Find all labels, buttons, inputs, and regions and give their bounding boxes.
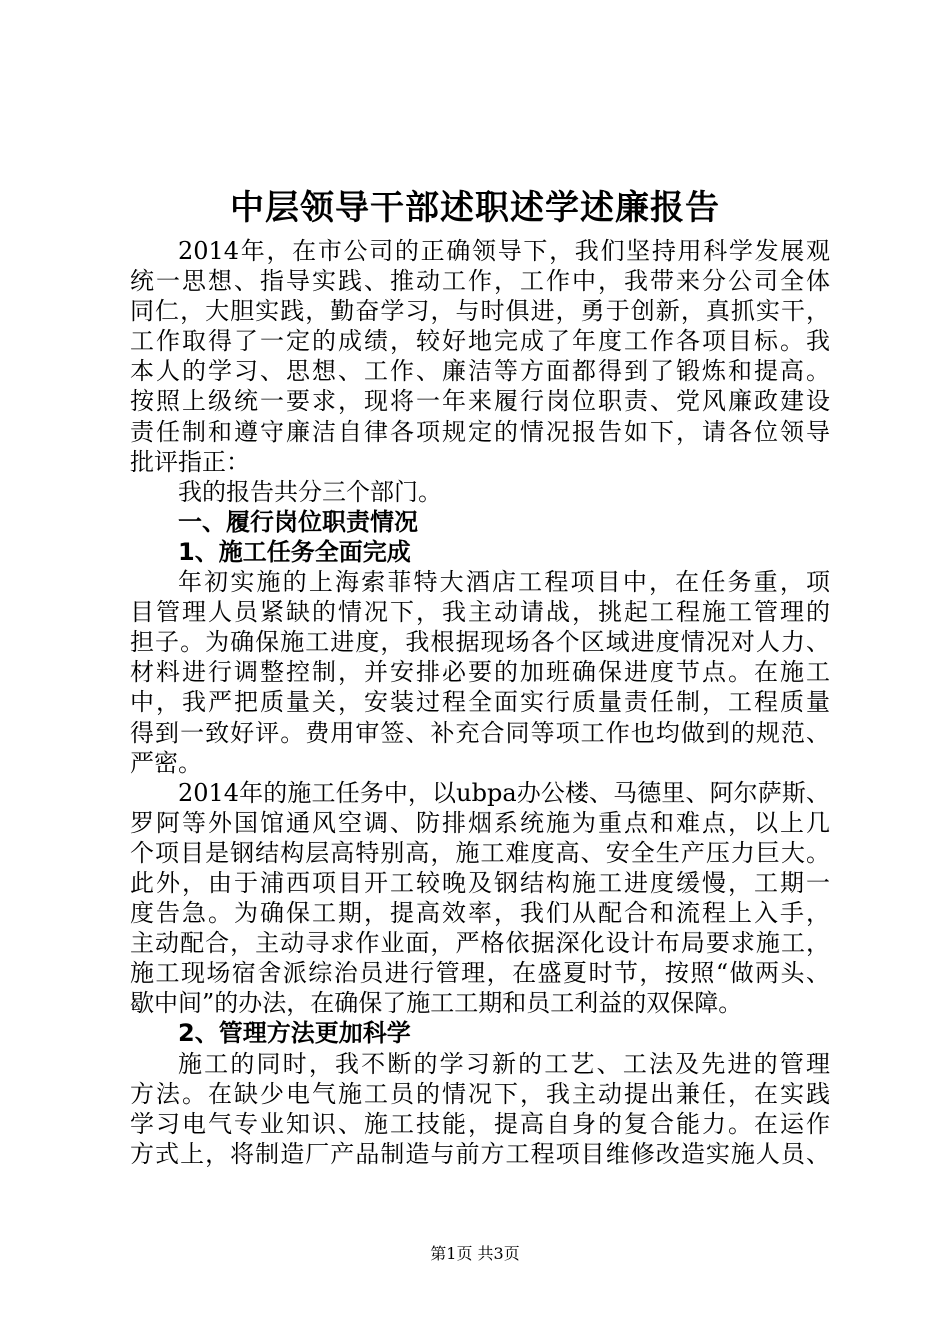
paragraph-line: 2014年的施工任务中，以ubpa办公楼、马德里、阿尔萨斯、 — [178, 778, 830, 807]
paragraph-line: 方法。在缺少电气施工员的情况下，我主动提出兼任，在实践 — [130, 1079, 830, 1108]
paragraph-line: 施工现场宿舍派综治员进行管理，在盛夏时节，按照“做两头、 — [130, 959, 830, 988]
document-title: 中层领导干部述职述学述廉报告 — [230, 188, 720, 228]
paragraph-line: 我的报告共分三个部门。 — [178, 477, 442, 506]
paragraph-line: 工作取得了一定的成绩，较好地完成了年度工作各项目标。我 — [130, 327, 830, 356]
paragraph-line: 学习电气专业知识、施工技能，提高自身的复合能力。在运作 — [130, 1109, 830, 1138]
paragraph-line: 罗阿等外国馆通风空调、防排烟系统施为重点和难点，以上几 — [130, 808, 830, 837]
paragraph-line: 本人的学习、思想、工作、廉洁等方面都得到了锻炼和提高。 — [130, 357, 830, 386]
section-heading: 一、履行岗位职责情况 — [178, 507, 418, 536]
subsection-heading: 1、施工任务全面完成 — [178, 537, 411, 566]
paragraph-line: 2014年，在市公司的正确领导下，我们坚持用科学发展观 — [178, 237, 830, 265]
subsection-heading: 2、管理方法更加科学 — [178, 1019, 411, 1048]
paragraph-line: 中，我严把质量关，安装过程全面实行质量责任制，工程质量 — [130, 688, 830, 717]
paragraph-line: 责任制和遵守廉洁自律各项规定的情况报告如下，请各位领导 — [130, 417, 830, 446]
document-body — [130, 236, 830, 1169]
paragraph-line: 担子。为确保施工进度，我根据现场各个区域进度情况对人力、 — [130, 628, 830, 657]
page-footer: 第1页 共3页 — [430, 1244, 520, 1263]
paragraph-line: 材料进行调整控制，并安排必要的加班确保进度节点。在施工 — [130, 658, 830, 687]
paragraph-line: 方式上，将制造厂产品制造与前方工程项目维修改造实施人员、 — [130, 1139, 830, 1168]
paragraph-line: 严密。 — [130, 748, 202, 777]
paragraph-line: 度告急。为确保工期，提高效率，我们从配合和流程上入手， — [130, 899, 830, 928]
paragraph-line: 此外，由于浦西项目开工较晚及钢结构施工进度缓慢，工期一 — [130, 868, 830, 897]
paragraph-line: 主动配合，主动寻求作业面，严格依据深化设计布局要求施工， — [130, 929, 830, 958]
paragraph-line: 年初实施的上海索菲特大酒店工程项目中，在任务重，项 — [178, 568, 830, 597]
paragraph-line: 个项目是钢结构层高特别高，施工难度高、安全生产压力巨大。 — [130, 838, 830, 867]
paragraph-line: 同仁，大胆实践，勤奋学习，与时俱进，勇于创新，真抓实干， — [130, 297, 830, 326]
paragraph-line: 批评指正： — [130, 447, 250, 476]
paragraph-line: 得到一致好评。费用审签、补充合同等项工作也均做到的规范、 — [130, 718, 830, 747]
paragraph-line: 施工的同时，我不断的学习新的工艺、工法及先进的管理 — [178, 1049, 830, 1078]
paragraph-line: 歇中间”的办法，在确保了施工工期和员工利益的双保障。 — [130, 989, 743, 1018]
paragraph-line: 统一思想、指导实践、推动工作，工作中，我带来分公司全体 — [130, 267, 830, 296]
paragraph-line: 按照上级统一要求，现将一年来履行岗位职责、党风廉政建设 — [130, 387, 830, 416]
paragraph-line: 目管理人员紧缺的情况下，我主动请战，挑起工程施工管理的 — [130, 598, 830, 627]
